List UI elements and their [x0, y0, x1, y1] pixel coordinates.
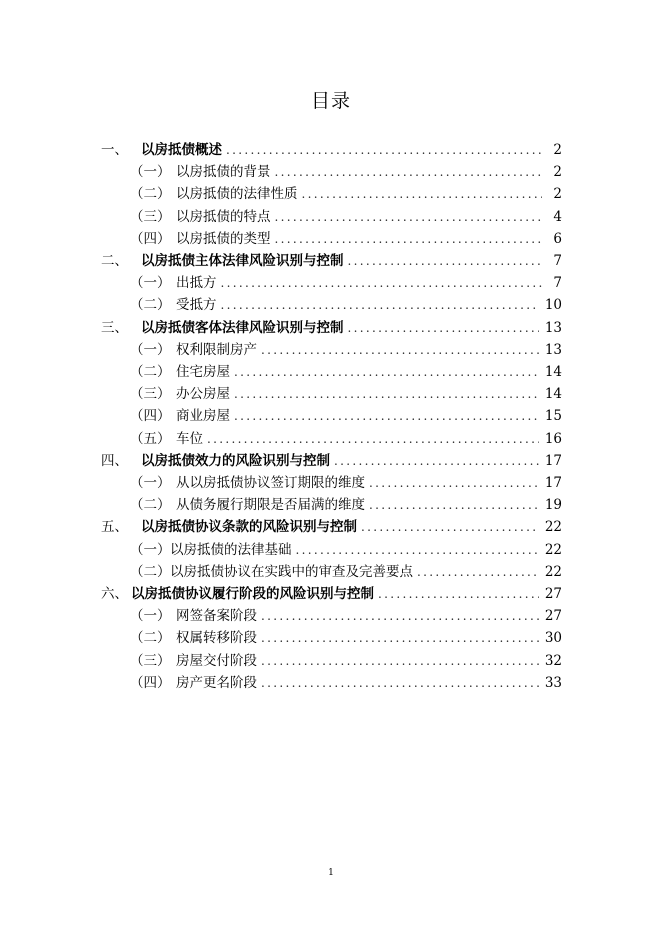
toc-page-number: 7 [553, 253, 562, 269]
toc-section-row[interactable] [0, 250, 562, 272]
toc-number: （一） [130, 275, 171, 292]
toc-page-number: 6 [553, 230, 562, 247]
toc-section-row[interactable] [0, 317, 562, 339]
toc-leader-dots [369, 494, 539, 516]
toc-subsection-row[interactable] [0, 650, 562, 672]
toc-page-number: 14 [544, 364, 562, 380]
page-number: 1 [328, 868, 334, 878]
toc-number: （五） [130, 430, 171, 447]
toc-label: 以房抵债的特点 [176, 208, 271, 225]
toc-leader-dots [234, 361, 539, 383]
toc-page-number: 27 [544, 608, 562, 625]
toc-section-row[interactable] [0, 516, 562, 538]
toc-number: （一） [130, 164, 171, 181]
toc-label: 受抵方 [176, 297, 217, 314]
toc-subsection-row[interactable] [0, 383, 562, 405]
toc-subsection-row[interactable] [0, 561, 562, 583]
toc-leader-dots [261, 650, 539, 672]
toc-number: 三、 [101, 319, 128, 336]
toc-page-number: 2 [553, 164, 562, 181]
toc-label: 办公房屋 [176, 386, 230, 403]
toc-leader-dots [261, 627, 539, 649]
toc-number: （二） [130, 630, 171, 647]
toc-page-number: 10 [544, 297, 562, 314]
toc-page-number: 27 [544, 586, 562, 602]
toc-leader-dots [221, 272, 543, 294]
toc-section-row[interactable] [0, 583, 562, 605]
toc-label: 以房抵债的类型 [176, 230, 271, 247]
toc-number: 二、 [101, 253, 128, 269]
toc-page-number: 17 [544, 475, 562, 491]
toc-page-number: 22 [544, 563, 562, 580]
toc-page-number: 32 [544, 652, 562, 669]
toc-label: 从债务履行期限是否届满的维度 [176, 497, 365, 514]
toc-leader-dots [275, 161, 543, 183]
toc-page-number: 14 [544, 386, 562, 403]
toc-number: （二） [130, 186, 171, 203]
toc-label: 以房抵债的背景 [176, 164, 271, 181]
toc-label: 权属转移阶段 [176, 630, 257, 647]
toc-label: 出抵方 [176, 275, 217, 292]
toc-subsection-row[interactable] [0, 183, 562, 205]
toc-label: 以房抵债效力的风险识别与控制 [141, 452, 330, 469]
toc-number: 五、 [101, 519, 128, 536]
toc-leader-dots [275, 228, 543, 250]
toc-subsection-row[interactable] [0, 627, 562, 649]
toc-page-number: 2 [553, 186, 562, 203]
toc-label: 以房抵债协议条款的风险识别与控制 [141, 519, 357, 536]
toc-label: 以房抵债主体法律风险识别与控制 [141, 253, 344, 269]
toc-number: （一） [130, 475, 171, 491]
toc-leader-dots [334, 450, 539, 472]
toc-number: （二） [130, 563, 171, 580]
toc-number: 四、 [101, 452, 128, 469]
toc-leader-dots [302, 183, 543, 205]
toc-leader-dots [348, 317, 539, 339]
toc-page-number: 30 [544, 630, 562, 647]
toc-page-number: 22 [544, 519, 562, 536]
toc-page-number: 16 [544, 430, 562, 447]
toc-leader-dots [261, 672, 539, 694]
toc-number: （一） [130, 341, 171, 358]
toc-subsection-row[interactable] [0, 539, 562, 561]
toc-page-number: 19 [544, 497, 562, 514]
toc-page-number: 4 [553, 208, 562, 225]
toc-page-number: 17 [544, 452, 562, 469]
toc-label: 以房抵债概述 [141, 142, 222, 158]
toc-page-number: 7 [553, 275, 562, 292]
toc-leader-dots [417, 561, 539, 583]
toc-subsection-row[interactable] [0, 294, 562, 316]
toc-label: 商业房屋 [176, 408, 230, 425]
toc-number: （三） [130, 652, 171, 669]
toc-label: 房产更名阶段 [176, 674, 257, 691]
toc-section-row[interactable] [0, 450, 562, 472]
toc-leader-dots [378, 583, 539, 605]
toc-leader-dots [369, 472, 539, 494]
toc-subsection-row[interactable] [0, 161, 562, 183]
toc-leader-dots [234, 383, 539, 405]
toc-leader-dots [221, 294, 539, 316]
toc-number: 六、 [101, 586, 128, 602]
page-title: 目录 [310, 90, 351, 112]
toc-number: （一） [130, 608, 171, 625]
toc-page-number: 22 [544, 541, 562, 558]
toc-label: 房屋交付阶段 [176, 652, 257, 669]
toc-page-number: 15 [544, 408, 562, 425]
toc-subsection-row[interactable] [0, 206, 562, 228]
toc-leader-dots [275, 206, 543, 228]
toc-subsection-row[interactable] [0, 405, 562, 427]
toc-leader-dots [207, 428, 539, 450]
toc-subsection-row[interactable] [0, 472, 562, 494]
toc-leader-dots [234, 405, 539, 427]
toc-subsection-row[interactable] [0, 672, 562, 694]
toc-subsection-row[interactable] [0, 272, 562, 294]
toc-subsection-row[interactable] [0, 361, 562, 383]
toc-subsection-row[interactable] [0, 494, 562, 516]
toc-page-number: 33 [544, 674, 562, 691]
toc-number: （二） [130, 364, 171, 380]
toc-subsection-row[interactable] [0, 428, 562, 450]
toc-label: 住宅房屋 [176, 364, 230, 380]
toc-label: 以房抵债协议履行阶段的风险识别与控制 [131, 586, 374, 602]
toc-leader-dots [261, 339, 539, 361]
toc-number: （三） [130, 386, 171, 403]
toc-label: 以房抵债客体法律风险识别与控制 [141, 319, 344, 336]
toc-number: （三） [130, 208, 171, 225]
toc-page-number: 13 [544, 319, 562, 336]
toc-leader-dots [296, 539, 539, 561]
toc-subsection-row[interactable] [0, 339, 562, 361]
toc-label: 以房抵债协议在实践中的审查及完善要点 [170, 563, 413, 580]
toc-page-number: 13 [544, 341, 562, 358]
toc-number: （一） [130, 541, 171, 558]
toc-label: 车位 [176, 430, 203, 447]
toc-number: （四） [130, 408, 171, 425]
toc-leader-dots [226, 139, 542, 161]
toc-label: 以房抵债的法律性质 [176, 186, 298, 203]
toc-label: 从以房抵债协议签订期限的维度 [176, 475, 365, 491]
toc-subsection-row[interactable] [0, 228, 562, 250]
toc-section-row[interactable] [0, 139, 562, 161]
toc-page-number: 2 [553, 142, 562, 158]
toc-label: 以房抵债的法律基础 [170, 541, 292, 558]
toc-number: （四） [130, 230, 171, 247]
toc-leader-dots [261, 605, 539, 627]
toc-leader-dots [348, 250, 543, 272]
toc-number: （二） [130, 297, 171, 314]
toc-label: 网签备案阶段 [176, 608, 257, 625]
toc-leader-dots [361, 516, 539, 538]
toc-number: 一、 [101, 142, 128, 158]
toc-number: （四） [130, 674, 171, 691]
toc-label: 权利限制房产 [176, 341, 257, 358]
toc-subsection-row[interactable] [0, 605, 562, 627]
toc-number: （二） [130, 497, 171, 514]
